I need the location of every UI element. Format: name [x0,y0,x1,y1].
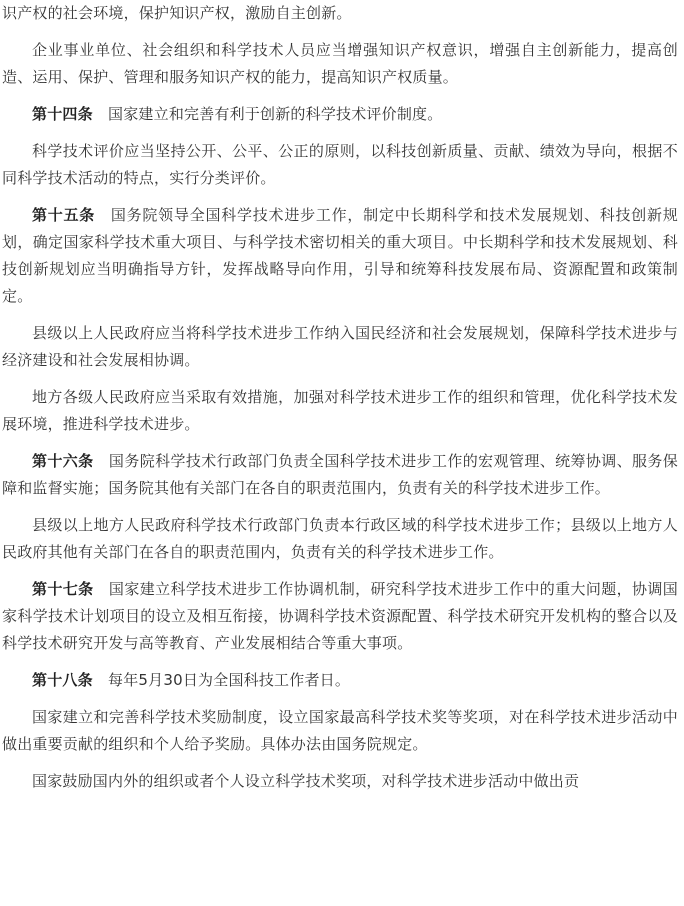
paragraph-text: 国务院领导全国科学技术进步工作，制定中长期科学和技术发展规划、科技创新规划，确定国家科学技术重大项目、与科学技术密切相关的重大项目。中长期科学和技术发展规划、科技创新规划应当明确指导方针，发挥战略导向作用，引导和统筹科技发展布局、资源配置和政策制定。 [2,206,679,305]
paragraph [2,384,678,438]
paragraph [2,667,678,694]
paragraph [2,37,678,91]
paragraph [2,576,678,657]
paragraph-text: 地方各级人民政府应当采取有效措施，加强对科学技术进步工作的组织和管理，优化科学技术发展环境，推进科学技术进步。 [2,388,678,433]
paragraph-text: 县级以上地方人民政府科学技术行政部门负责本行政区域的科学技术进步工作；县级以上地方人民政府其他有关部门在各自的职责范围内，负责有关的科学技术进步工作。 [2,516,678,561]
article-number: 第十六条 [32,452,94,470]
paragraph [2,320,678,374]
paragraph-text: 国家建立科学技术进步工作协调机制，研究科学技术进步工作中的重大问题，协调国家科学技术计划项目的设立及相互衔接，协调科学技术资源配置、科学技术研究开发机构的整合以及科学技术研究开发与高等教育、产业发展相结合等重大事项。 [2,580,678,652]
paragraph-text: 国家建立和完善有利于创新的科学技术评价制度。 [92,105,443,123]
paragraph-text: 国家建立和完善科学技术奖励制度，设立国家最高科学技术奖等奖项，对在科学技术进步活动中做出重要贡献的组织和个人给予奖励。具体办法由国务院规定。 [2,708,678,753]
paragraph [2,138,678,192]
paragraph-text: 每年5月30日为全国科技工作者日。 [92,671,351,689]
article-number: 第十四条 [32,105,93,123]
article-number: 第十八条 [32,671,93,689]
paragraph-text: 识产权的社会环境，保护知识产权，激励自主创新。 [2,4,352,22]
paragraph-text: 科学技术评价应当坚持公开、公平、公正的原则，以科技创新质量、贡献、绩效为导向，根据不同科学技术活动的特点，实行分类评价。 [2,142,678,187]
paragraph [2,704,678,758]
paragraph [2,0,678,27]
article-number: 第十七条 [32,580,94,598]
paragraph [2,448,678,502]
paragraph-text: 国家鼓励国内外的组织或者个人设立科学技术奖项，对科学技术进步活动中做出贡 [32,772,580,790]
paragraph [2,101,678,128]
paragraph-text: 企业事业单位、社会组织和科学技术人员应当增强知识产权意识，增强自主创新能力，提高创造、运用、保护、管理和服务知识产权的能力，提高知识产权质量。 [2,41,678,86]
article-number: 第十五条 [32,206,96,224]
paragraph-text: 国务院科学技术行政部门负责全国科学技术进步工作的宏观管理、统筹协调、服务保障和监督实施；国务院其他有关部门在各自的职责范围内，负责有关的科学技术进步工作。 [2,452,678,497]
paragraph [2,768,678,795]
paragraph [2,202,678,310]
paragraph-text: 县级以上人民政府应当将科学技术进步工作纳入国民经济和社会发展规划，保障科学技术进步与经济建设和社会发展相协调。 [2,324,678,369]
paragraph [2,512,678,566]
